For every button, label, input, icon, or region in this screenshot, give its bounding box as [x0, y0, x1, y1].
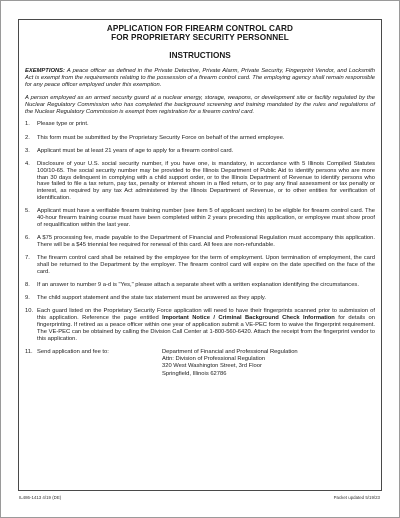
instruction-item-fingerprints — [25, 308, 375, 343]
instruction-item — [25, 235, 375, 249]
item-text: A $75 processing fee, made payable to the Department of Financial and Professional Regulation must accompany this application. There will be a $45 triennial fee required for renewal of this card. All fees are non-refundable. — [37, 235, 375, 249]
address-line: 320 West Washington Street, 3rd Floor — [162, 363, 262, 370]
item-number: 9. — [25, 295, 30, 302]
instructions-heading: INSTRUCTIONS — [169, 51, 231, 60]
item-text: The child support statement and the state tax statement must be answered as they apply. — [37, 295, 266, 302]
item-number: 2. — [25, 134, 30, 141]
instruction-item — [25, 208, 375, 229]
exemptions-text: A peace officer as defined in the Private Detective, Private Alarm, Private Security, Fingerprint Vendor, and Locksmith Act is exempt from the requirements relating to the possession of a firearm control card. The employing agency shall remain responsible for any peace officer employed under this exemption. — [25, 68, 375, 88]
instruction-item — [25, 148, 375, 155]
item-number: 10. — [25, 308, 34, 315]
page-footer — [19, 495, 380, 500]
background-check-reference: Important Notice / Criminal Background Check Information — [162, 315, 335, 322]
item-text: This form must be submitted by the Proprietary Security Force on behalf of the armed employee. — [37, 134, 285, 141]
exemptions-paragraph — [25, 68, 375, 89]
item-text: If an answer to number 9 a-d is "Yes," please attach a separate sheet with a written explanation identifying the circumstances. — [37, 282, 359, 289]
item-number: 6. — [25, 235, 30, 242]
item-number: 4. — [25, 160, 30, 167]
nuclear-exemption-paragraph: A person employed as an armed security guard at a nuclear energy, storage, weapons, or development site or facility regulated by the Nuclear Regulatory Commission who has completed the background screening and training mandated by the rules and regulations of the Nuclear Regulatory Commission is exempt from registration for a firearm control card. — [25, 94, 375, 115]
item10-text-b: for details on fingerprinting. If retired as a peace officer within one year of application submit a VE-PEC form to waive the fingerprint requirement. The VE-PEC can be obtained by calling the Division Call Center at 1-800-560-6420. Attach the receipt from the fingerprint vendor to this application. — [37, 315, 375, 342]
instruction-list — [25, 121, 375, 377]
item-text — [37, 308, 375, 343]
item-number: 7. — [25, 255, 30, 262]
item-text: Applicant must be at least 21 years of age to apply for a firearm control card. — [37, 147, 234, 154]
packet-updated-date: Packet updated 5/19/23 — [333, 495, 380, 500]
instructions-frame — [18, 19, 382, 491]
instruction-item — [25, 135, 375, 142]
instruction-item — [25, 282, 375, 289]
item-text: Please type or print. — [37, 121, 89, 128]
item10-text-a: Each guard listed on the Proprietary Security Force application will need to have their fingerprints scanned prior to submission of this application. Reference the page entitled — [37, 308, 375, 322]
form-title — [25, 24, 375, 42]
item-text: The firearm control card shall be retained by the employee for the term of employment. Upon termination of employment, the card shall be returned to the Department by the employer. The firearm control card will expire on the date specified on the face of the card. — [37, 255, 375, 276]
instruction-item-send-to — [25, 349, 375, 378]
form-code: IL486-1413 4/19 (DE) — [19, 495, 62, 500]
instruction-item — [25, 161, 375, 202]
exemptions-label: EXEMPTIONS: — [25, 68, 65, 74]
item-number: 8. — [25, 282, 30, 289]
item-number: 1. — [25, 121, 30, 128]
address-line: Springfield, Illinois 62786 — [162, 370, 227, 377]
mailing-address — [162, 349, 298, 378]
item-number: 3. — [25, 147, 30, 154]
address-line: Department of Financial and Professional Regulation — [162, 349, 298, 356]
item-number: 11. — [25, 349, 33, 356]
item-number: 5. — [25, 208, 30, 215]
form-title-line2: FOR PROPRIETARY SECURITY PERSONNEL — [111, 33, 289, 42]
instruction-item — [25, 121, 375, 128]
send-to-label: Send application and fee to: — [37, 349, 109, 356]
instruction-item — [25, 295, 375, 302]
instruction-item — [25, 255, 375, 276]
form-title-line1: APPLICATION FOR FIREARM CONTROL CARD — [106, 24, 294, 33]
item-text: Disclosure of your U.S. social security number, if you have one, is mandatory, in accordance with 5 Illinois Compiled Statutes 100/10-65. The social security number may be provided to the Illinois Department of Public Aid to identify persons who are more than 30 days delinquent in complying with a child support order, or to the Illinois Department of Revenue to identify persons who have failed to file a tax return, pay tax, penalty or interest shown in a filed return, or to pay any final assessment or tax penalty or interest, as required by any tax Act administered by the Illinois Department of Revenue, or to other entities for verification of identification. — [37, 160, 375, 202]
send-to-block — [37, 349, 375, 378]
item-text: Applicant must have a verifiable firearm training number (see item 5 of applicant section) to be eligible for firearm control card. The 40-hour firearm training course must have been completed within 2 years preceding this application, or employee must show proof of requalification within the last year. — [37, 208, 375, 229]
address-line: Attn: Division of Professional Regulation — [162, 356, 266, 363]
